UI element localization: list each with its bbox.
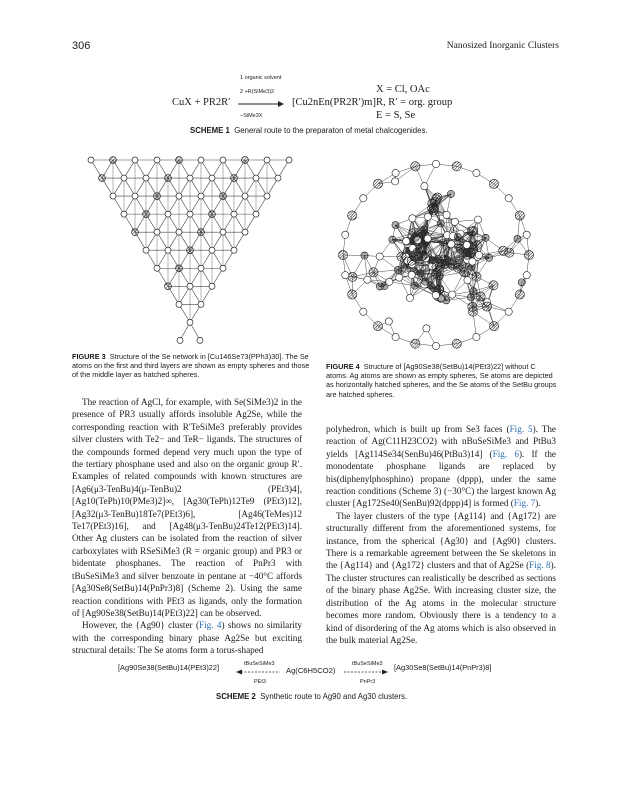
right-column	[326, 423, 556, 646]
scheme2-right-arrow-top: tBuSeSiMe3	[352, 661, 383, 667]
left-paragraph-2	[72, 619, 302, 656]
scheme1-condition-3: −SiMe3X	[240, 113, 263, 119]
scheme1-definition-r: R, R′ = org. group	[376, 97, 453, 108]
scheme1-definition-e: E = S, Se	[376, 110, 416, 121]
left-paragraph-1: The reaction of AgCl, for example, with Se(SiMe3)2 in the presence of PR3 usually affords insoluble Ag2Se, while the corresponding reaction with R′TeSiMe3 preferably provides silver clusters with Te2− and TeR− ligands. The structures of the compounds formed depend very much upon the type of the tertiary phosphane used and also on the organic group R′. Examples of related compounds with known structures are [Ag6(μ3-TenBu)4(μ-TenBu)2 (PEt3)4], [Ag10(TePh)10(PMe3)2]∞, [Ag30(TePh)12Te9 (PEt3)12],[Ag32(μ3-TenBu)18Te7(PEt3)6], [Ag46(TeMes)12 Te17(PEt3)16], and [Ag48(μ3-TenBu)24Te12(PEt3)14]. Other Ag clusters can be isolated from the reaction of silver carboxylates with RSeSiMe3 (R = organic group) and PR3 or bidentate phosphanes. The reaction of PnPr3 with tBuSeSiMe3 and silver benzoate in pentane at −40°C affords [Ag30Se8(SetBu)14(PnPr3)8] (Scheme 2). Using the same reaction conditions with PEt3 as ligands, only the formation of [Ag90Se38(SetBu)14(PEt3)22] can be observed.	[72, 397, 302, 618]
figure3-caption	[72, 352, 312, 380]
scheme1-definition-x: X = Cl, OAc	[376, 84, 430, 95]
left-paragraph-2-post: ) shows no similarity with the corresponding binary phase Ag2Se but exciting structural details: The Se atoms form a torus-shaped	[72, 620, 302, 656]
right-paragraph-2	[326, 510, 556, 646]
right-p1-d: ).	[535, 498, 541, 509]
right-p1-a: polyhedron, which is built up from Se3 faces (	[326, 424, 510, 434]
figure3-caption-label: FIGURE 3	[72, 352, 106, 361]
scheme1-product: [Cu2nEn(PR2R′)m]	[292, 97, 376, 108]
figure4-ag90-cluster	[318, 150, 553, 360]
scheme1-arrow	[238, 98, 284, 110]
right-p2-b: ). The cluster structures can realistically be described as sections of the binary phase Ag2Se. With increasing cluster size, the distribution of the Ag atoms in the molecular structure becomes more random. Obviously there is a tendency to a kind of disordering of the Ag atoms which is also observed in the bulk material Ag2Se.	[326, 560, 556, 645]
scheme1-caption	[190, 126, 428, 135]
figure4-caption-text: Structure of [Ag90Se38(SetBu)14(PEt3)22] without C atoms. Ag atoms are shown as empty spheres, Se atoms are depicted as horizontally hatched spheres, and the Se atoms of the SetBu groups are hatched spheres.	[326, 362, 557, 399]
figure4-caption	[326, 362, 558, 399]
scheme1-caption-text: General route to the preparaton of metal chalcogenides.	[234, 126, 428, 135]
scheme2-right-arrow-bottom: PnPr3	[360, 679, 376, 685]
page-number: 306	[72, 40, 91, 52]
right-p1-c: ). If the monodentate phosphane ligands are replaced by bis(diphenylphosphino) propane (dppp), under the same reaction conditions (Scheme 3) (−30°C) the largest known Ag cluster [Ag172Se40(SenBu)92(dppp)4] is formed (	[326, 448, 557, 509]
link-fig-5[interactable]: Fig. 5	[509, 424, 533, 434]
link-fig-4[interactable]: Fig. 4	[199, 620, 222, 631]
scheme2-left-arrow-bottom: PEt3	[254, 679, 266, 685]
scheme1-caption-label: SCHEME 1	[190, 126, 230, 135]
scheme2-left-product: [Ag90Se38(SetBu)14(PEt3)22]	[118, 663, 220, 672]
scheme2-caption	[216, 692, 407, 701]
running-title: Nanosized Inorganic Clusters	[446, 41, 559, 51]
scheme2-caption-text: Synthetic route to Ag90 and Ag30 clusters.	[260, 692, 408, 701]
scheme2-center: Ag(C6H5CO2)	[286, 666, 336, 675]
scheme1-reactants: CuX + PR2R′	[172, 97, 231, 108]
left-column	[72, 396, 302, 657]
link-fig-8[interactable]: Fig. 8	[529, 560, 551, 571]
figure3-se-network	[70, 150, 310, 345]
link-fig-6[interactable]: Fig. 6	[492, 448, 519, 459]
scheme2-caption-label: SCHEME 2	[216, 692, 256, 701]
scheme1-condition-2: 2 +R(SiMe3)2	[240, 89, 275, 95]
right-paragraph-1	[326, 423, 556, 510]
figure3-caption-text: Structure of the Se network in [Cu146Se73(PPh3)30]. The Se atoms on the first and third layers are shown as empty spheres and those of the middle layer as hatched spheres.	[72, 352, 310, 380]
scheme2-left-arrow-top: tBuSeSiMe3	[244, 661, 275, 667]
left-paragraph-2-pre: However, the {Ag90} cluster (	[82, 620, 200, 631]
scheme1-condition-1: 1 organic solvent	[240, 75, 282, 81]
right-p1-b: ). The reaction of Ag(C11H23CO2) with nBuSeSiMe3 and PtBu3 yields [Ag114Se34(SenBu)46(PtBu3)14] (	[326, 424, 557, 459]
scheme2-right-arrow	[344, 668, 388, 676]
scheme2-left-arrow	[236, 668, 280, 676]
link-fig-7[interactable]: Fig. 7	[513, 498, 536, 509]
right-p2-a: The layer clusters of the type {Ag114} and {Ag172} are structurally different from the aforementioned systems, for instance, from the spherical {Ag30} and {Ag90} clusters. There is a remarkable agreement between the Se skeletons in the {Ag114} and {Ag172} clusters and that of Ag2Se (	[326, 510, 556, 571]
scheme2-right-product: [Ag30Se8(SetBu)14(PnPr3)8]	[394, 663, 492, 672]
figure4-caption-label: FIGURE 4	[326, 362, 360, 371]
